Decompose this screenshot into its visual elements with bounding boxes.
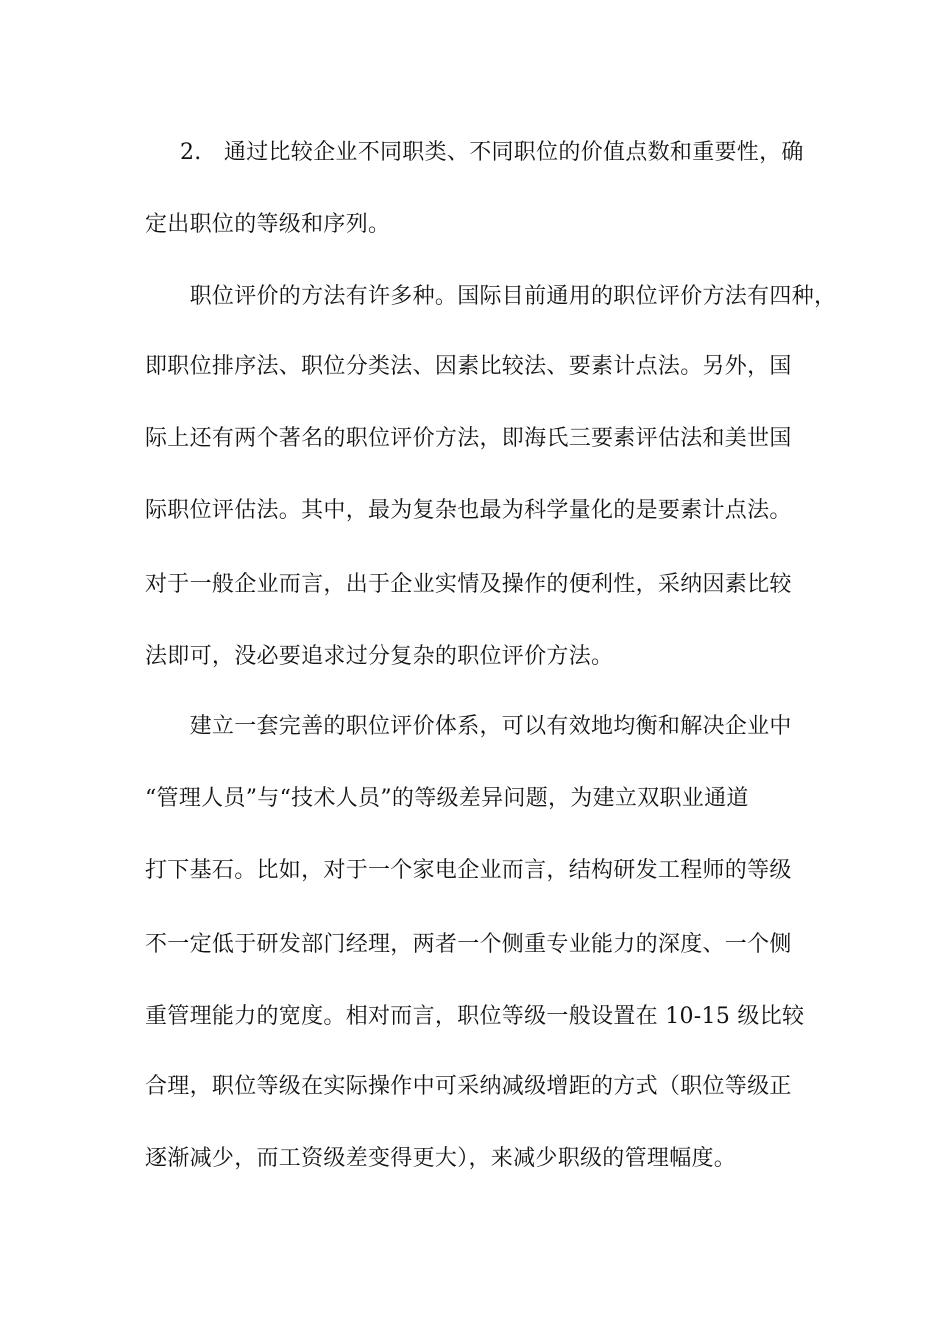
text-line-7: 对于一般企业而言，出于企业实情及操作的便利性，采纳因素比较 — [145, 572, 792, 597]
text-line-5: 际上还有两个著名的职位评价方法，即海氏三要素评估法和美世国 — [145, 426, 792, 451]
text-line-1: 2. 通过比较企业不同职类、不同职位的价值点数和重要性，确 — [180, 140, 804, 165]
text-line-8: 法即可，没必要追求过分复杂的职位评价方法。 — [145, 644, 614, 669]
text-line-3: 职位评价的方法有许多种。国际目前通用的职位评价方法有四种， — [145, 284, 837, 309]
text-line-12: 不一定低于研发部门经理，两者一个侧重专业能力的深度、一个侧 — [145, 932, 792, 957]
text-line-6: 际职位评估法。其中，最为复杂也最为科学量化的是要素计点法。 — [145, 498, 792, 523]
text-line-9: 建立一套完善的职位评价体系，可以有效地均衡和解决企业中 — [145, 714, 792, 739]
text-line-2: 定出职位的等级和序列。 — [145, 212, 391, 237]
text-line-13: 重管理能力的宽度。相对而言，职位等级一般设置在 10-15 级比较 — [145, 1004, 805, 1029]
text-line-14: 合理，职位等级在实际操作中可采纳减级增距的方式（职位等级正 — [145, 1074, 792, 1099]
text-line-11: 打下基石。比如，对于一个家电企业而言，结构研发工程师的等级 — [145, 858, 792, 883]
text-line-10: “管理人员”与“技术人员”的等级差异问题，为建立双职业通道 — [145, 786, 749, 811]
text-line-15: 逐渐减少，而工资级差变得更大），来减少职级的管理幅度。 — [145, 1146, 737, 1171]
text-line-4: 即职位排序法、职位分类法、因素比较法、要素计点法。另外，国 — [145, 354, 792, 379]
